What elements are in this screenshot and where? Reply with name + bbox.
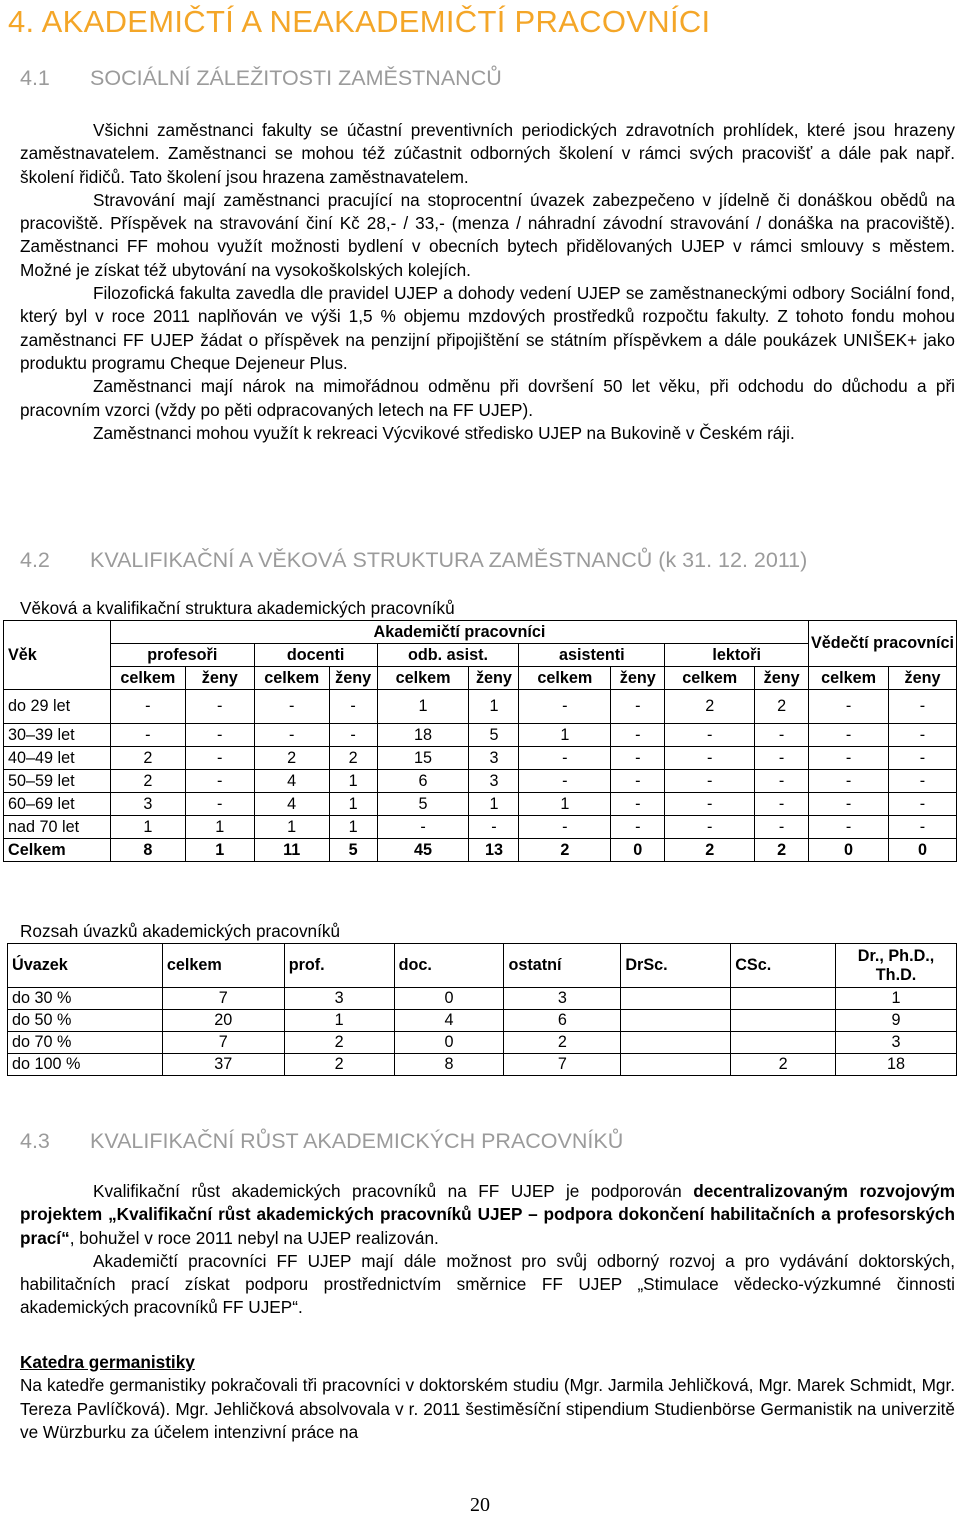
section-heading-4-2: [20, 548, 807, 573]
paragraph: Zaměstnanci mají nárok na mimořádnou odměnu při dovršení 50 let věku, při odchodu do důchodu a při pracovním vzorci (vždy po pěti odpracovaných letech na FF UJEP).: [20, 376, 955, 420]
table-cell: 0: [809, 839, 889, 862]
table-cell: 6: [377, 770, 469, 793]
table-row: [4, 816, 957, 839]
table-cell: -: [185, 793, 254, 816]
row-label: Celkem: [4, 839, 111, 862]
col-header: DrSc.: [621, 944, 731, 988]
table-cell: [621, 1010, 731, 1032]
table-cell: -: [889, 690, 957, 724]
table-cell: -: [611, 770, 665, 793]
table-cell: 1: [836, 988, 957, 1010]
table-row: [4, 747, 957, 770]
table-cell: -: [665, 724, 755, 747]
table-cell: 3: [469, 770, 519, 793]
table-cell: 3: [836, 1032, 957, 1054]
paragraph: Filozofická fakulta zavedla dle pravidel UJEP a dohody vedení UJEP se zaměstnaneckými odbory Sociální fond, který byl v roce 2011 naplňován ve výši 1,5 % objemu mzdových prostředků rozpočtu fakulty. Z tohoto fondu mohou zaměstnanci FF UJEP žádat o příspěvek na penzijní připojištění se státním příspěvkem a dále poukázek UNIŠEK+ jako produktu programu Cheque Dejeneur Plus.: [20, 283, 955, 373]
table-cell: 37: [162, 1054, 284, 1076]
table-cell: 1: [469, 690, 519, 724]
group-header: lektoři: [665, 644, 809, 667]
table-cell: [731, 1010, 836, 1032]
table-cell: 5: [469, 724, 519, 747]
section-title: KVALIFIKAČNÍ A VĚKOVÁ STRUKTURA ZAMĚSTNANCŮ: [90, 548, 653, 572]
page-number: 20: [470, 1494, 490, 1516]
text-run: Kvalifikační růst akademických pracovníků na FF UJEP je podporován: [93, 1181, 694, 1201]
project-name: decentralizovaným rozvojovým projektem „Kvalifikační růst akademických pracovníků UJEP – podpora dokončení habilitačních a profesorských prací“: [20, 1181, 955, 1248]
table-cell: 4: [254, 793, 329, 816]
table-cell: 2: [665, 839, 755, 862]
table-cell: [621, 1054, 731, 1076]
table-cell: 5: [377, 793, 469, 816]
row-label: do 100 %: [8, 1054, 163, 1076]
table-cell: -: [185, 724, 254, 747]
table-cell: -: [809, 816, 889, 839]
table-row: [8, 988, 957, 1010]
table-cell: -: [185, 690, 254, 724]
table-cell: 2: [504, 1032, 621, 1054]
table-cell: 18: [377, 724, 469, 747]
col-header: doc.: [394, 944, 504, 988]
table-cell: 3: [504, 988, 621, 1010]
row-label: 30–39 let: [4, 724, 111, 747]
row-label: 40–49 let: [4, 747, 111, 770]
table-cell: -: [611, 747, 665, 770]
table-cell: -: [519, 770, 611, 793]
table-cell: -: [329, 690, 377, 724]
section-number: 4.2: [20, 548, 50, 572]
table-cell: 2: [284, 1054, 394, 1076]
table-cell: 18: [836, 1054, 957, 1076]
table-cell: 3: [469, 747, 519, 770]
row-label: do 30 %: [8, 988, 163, 1010]
section-number: 4.1: [20, 66, 50, 90]
sub-header: ženy: [755, 667, 809, 690]
table-cell: -: [519, 816, 611, 839]
table-cell: 2: [665, 690, 755, 724]
table-cell: -: [329, 724, 377, 747]
sub-header: celkem: [519, 667, 611, 690]
age-qualification-table: [3, 620, 957, 862]
section-4-1-body: [20, 119, 955, 445]
row-label: 60–69 let: [4, 793, 111, 816]
table-cell: 1: [329, 793, 377, 816]
table-cell: 2: [254, 747, 329, 770]
table-cell: 2: [284, 1032, 394, 1054]
table-cell: 15: [377, 747, 469, 770]
table-cell: 7: [504, 1054, 621, 1076]
row-label: do 70 %: [8, 1032, 163, 1054]
table-cell: 0: [611, 839, 665, 862]
table-cell: -: [755, 747, 809, 770]
section-heading-4-1: [20, 66, 502, 91]
group-header: odb. asist.: [377, 644, 519, 667]
department-title: [20, 1351, 955, 1374]
paragraph: Akademičtí pracovníci FF UJEP mají dále možnost pro svůj odborný rozvoj a pro vydávání doktorských, habilitačních prací získat podporu prostřednictvím směrnice FF UJEP „Stimulace vědecko-výzkumné činnosti akademických pracovníků FF UJEP“.: [20, 1250, 955, 1318]
table-cell: 8: [110, 839, 185, 862]
table-cell: 2: [755, 839, 809, 862]
table-row: [4, 793, 957, 816]
chapter-heading: 4. AKADEMIČTÍ A NEAKADEMIČTÍ PRACOVNÍCI: [8, 4, 711, 39]
table-cell: -: [809, 724, 889, 747]
table-cell: 4: [394, 1010, 504, 1032]
table-cell: 1: [329, 816, 377, 839]
table2-caption: Rozsah úvazků akademických pracovníků: [20, 921, 341, 941]
table-cell: 2: [329, 747, 377, 770]
table-cell: 7: [162, 988, 284, 1010]
col-header-vek: Věk: [4, 621, 111, 690]
table-row: [8, 1032, 957, 1054]
table-cell: -: [889, 770, 957, 793]
table-cell: 1: [469, 793, 519, 816]
sub-header: ženy: [889, 667, 957, 690]
paragraph: [20, 1180, 955, 1250]
table-cell: [731, 1032, 836, 1054]
table-cell: 2: [519, 839, 611, 862]
table-cell: -: [377, 816, 469, 839]
col-header: celkem: [162, 944, 284, 988]
sub-header: ženy: [469, 667, 519, 690]
table-cell: [621, 1032, 731, 1054]
table-cell: 1: [110, 816, 185, 839]
table-cell: 1: [519, 793, 611, 816]
table-cell: 1: [519, 724, 611, 747]
sub-header: celkem: [110, 667, 185, 690]
col-header: ostatní: [504, 944, 621, 988]
table-cell: 2: [110, 747, 185, 770]
table-cell: -: [809, 770, 889, 793]
table-cell: 9: [836, 1010, 957, 1032]
table-cell: 1: [185, 839, 254, 862]
table-cell: 0: [394, 1032, 504, 1054]
section-date: (k 31. 12. 2011): [658, 548, 808, 572]
sub-header: celkem: [809, 667, 889, 690]
workload-table: [7, 943, 957, 1076]
col-header-vedecti: Vědečtí pracovníci: [809, 621, 957, 667]
table-cell: -: [755, 724, 809, 747]
sub-header: celkem: [254, 667, 329, 690]
table-cell: 1: [329, 770, 377, 793]
section-title: KVALIFIKAČNÍ RŮST AKADEMICKÝCH PRACOVNÍKŮ: [90, 1129, 624, 1153]
sub-header: celkem: [665, 667, 755, 690]
department-text: Na katedře germanistiky pokračovali tři pracovníci v doktorském studiu (Mgr. Jarmila Jehličková, Mgr. Marek Schmidt, Mgr. Tereza Pavlíčková). Mgr. Jehličková absolvovala v r. 2011 šestiměsíční stipendium Studienbörse Germanistik na univerzitě ve Würzburku za účelem intenzivní práce na: [20, 1375, 955, 1442]
sub-header: celkem: [377, 667, 469, 690]
table-cell: 45: [377, 839, 469, 862]
table-cell: -: [889, 747, 957, 770]
table-cell: -: [665, 770, 755, 793]
table-cell: 1: [377, 690, 469, 724]
table-cell: -: [809, 747, 889, 770]
table-cell: 2: [731, 1054, 836, 1076]
row-label: do 29 let: [4, 690, 111, 724]
table-row: [8, 1010, 957, 1032]
sub-header: ženy: [329, 667, 377, 690]
group-header: profesoři: [110, 644, 254, 667]
paragraph: Zaměstnanci mohou využít k rekreaci Výcvikové středisko UJEP na Bukovině v Českém ráji.: [93, 422, 795, 443]
table-cell: 13: [469, 839, 519, 862]
row-label: nad 70 let: [4, 816, 111, 839]
table-row: [4, 690, 957, 724]
table-cell: -: [611, 816, 665, 839]
col-header: Úvazek: [8, 944, 163, 988]
col-header: prof.: [284, 944, 394, 988]
section-heading-4-3: [20, 1129, 623, 1154]
table-cell: 3: [284, 988, 394, 1010]
sub-header: ženy: [185, 667, 254, 690]
table-cell: 8: [394, 1054, 504, 1076]
table-cell: -: [889, 816, 957, 839]
table-cell: -: [665, 793, 755, 816]
table-cell: 0: [394, 988, 504, 1010]
table-cell: 20: [162, 1010, 284, 1032]
col-header-akademicti: Akademičtí pracovníci: [110, 621, 808, 644]
table-cell: 1: [254, 816, 329, 839]
group-header: docenti: [254, 644, 377, 667]
table-cell: 6: [504, 1010, 621, 1032]
table-cell: -: [665, 816, 755, 839]
table-cell: 4: [254, 770, 329, 793]
row-label: 50–59 let: [4, 770, 111, 793]
table-cell: -: [809, 793, 889, 816]
table-cell: -: [611, 793, 665, 816]
group-header: asistenti: [519, 644, 665, 667]
table-cell: -: [519, 747, 611, 770]
table-cell: -: [755, 816, 809, 839]
table-cell: -: [665, 747, 755, 770]
table-cell: [731, 988, 836, 1010]
table-cell: -: [755, 793, 809, 816]
table-cell: 7: [162, 1032, 284, 1054]
table-cell: 2: [110, 770, 185, 793]
table-cell: 0: [889, 839, 957, 862]
section-4-3-body: [20, 1180, 955, 1320]
table-row: [4, 770, 957, 793]
table-cell: -: [611, 724, 665, 747]
row-label: do 50 %: [8, 1010, 163, 1032]
col-header: CSc.: [731, 944, 836, 988]
paragraph: Stravování mají zaměstnanci pracující na stoprocentní úvazek zabezpečeno v jídelně či donáškou obědů na pracoviště. Příspěvek na stravování činí Kč 28,- / 33,- (menza / náhradní závodní stravování / donáška na pracoviště). Zaměstnanci FF mohou využít možnosti bydlení v obecních bytech přidělovaných UJEP v rámci smlouvy s městem. Možné je získat též ubytování na vysokoškolských kolejích.: [20, 189, 955, 280]
table-cell: -: [889, 724, 957, 747]
table-cell: -: [755, 770, 809, 793]
table1-caption: Věková a kvalifikační struktura akademických pracovníků: [20, 598, 455, 618]
table-cell: 2: [755, 690, 809, 724]
text-run: , bohužel v roce 2011 nebyl na UJEP realizován.: [69, 1227, 439, 1248]
department-block: [20, 1351, 955, 1444]
section-title: SOCIÁLNÍ ZÁLEŽITOSTI ZAMĚSTNANCŮ: [90, 66, 502, 90]
table-cell: 3: [110, 793, 185, 816]
table-row: [4, 724, 957, 747]
sub-header: ženy: [611, 667, 665, 690]
paragraph: Všichni zaměstnanci fakulty se účastní preventivních periodických zdravotních prohlídek, které jsou hrazeny zaměstnavatelem. Zaměstnanci se mohou též zúčastnit odborných školení v rámci svých pracovišť a dále pak např. školení řidičů. Tato školení jsou hrazena zaměstnavatelem.: [20, 120, 955, 187]
table-cell: -: [254, 724, 329, 747]
col-header: Dr., Ph.D., Th.D.: [836, 944, 957, 988]
table-cell: -: [185, 770, 254, 793]
section-number: 4.3: [20, 1129, 50, 1153]
department-title-text: Katedra germanistiky: [20, 1352, 195, 1372]
table-cell: -: [110, 724, 185, 747]
table-cell: 11: [254, 839, 329, 862]
table-cell: 1: [185, 816, 254, 839]
table-cell: -: [469, 816, 519, 839]
table-row: [4, 839, 957, 862]
table-cell: [621, 988, 731, 1010]
table-cell: -: [611, 690, 665, 724]
table-cell: 5: [329, 839, 377, 862]
table-cell: 1: [284, 1010, 394, 1032]
table-row: [8, 1054, 957, 1076]
table-cell: -: [254, 690, 329, 724]
table-cell: -: [809, 690, 889, 724]
table-cell: -: [185, 747, 254, 770]
table-cell: -: [519, 690, 611, 724]
table-cell: -: [889, 793, 957, 816]
table-cell: -: [110, 690, 185, 724]
